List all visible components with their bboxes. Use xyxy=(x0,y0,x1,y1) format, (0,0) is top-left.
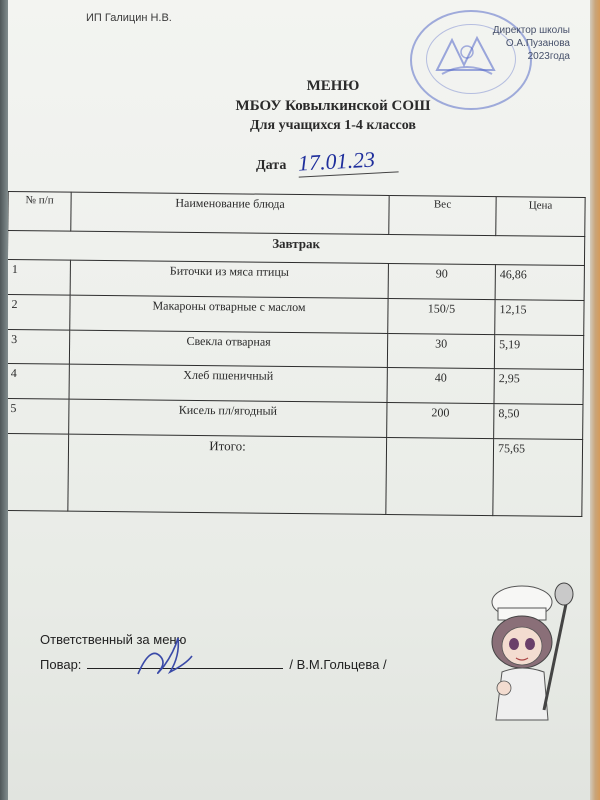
total-empty-cell xyxy=(386,437,494,515)
header-dish-name: Наименование блюда xyxy=(71,192,389,234)
row-number: 5 xyxy=(8,399,69,434)
dish-weight: 200 xyxy=(387,403,494,439)
dish-name: Биточки из мяса птицы xyxy=(70,260,388,298)
chef-girl-illustration-icon xyxy=(474,580,584,730)
audience-label: Для учащихся 1-4 классов xyxy=(250,118,416,133)
approval-line: Директор школы xyxy=(492,25,570,36)
dish-price: 5,19 xyxy=(494,334,583,370)
total-row xyxy=(8,433,583,516)
header-number: № п/п xyxy=(8,191,71,231)
total-label: Итого: xyxy=(68,434,387,514)
meal-label: Завтрак xyxy=(8,231,585,266)
header-price: Цена xyxy=(496,197,585,237)
dish-price: 46,86 xyxy=(495,265,584,301)
responsible-label: Ответственный за меню xyxy=(40,632,187,647)
cook-name: / В.М.Гольцева / xyxy=(289,657,387,672)
supplier-label: ИП Галицин Н.В. xyxy=(86,12,172,24)
table-row xyxy=(8,399,583,440)
approval-block xyxy=(460,24,570,63)
dish-weight: 30 xyxy=(387,333,494,369)
row-number: 3 xyxy=(8,329,70,364)
approval-line: О.А.Пузанова xyxy=(505,38,570,49)
total-price: 75,65 xyxy=(493,439,583,517)
row-number: 4 xyxy=(8,364,69,399)
total-empty-cell xyxy=(8,433,69,511)
row-number: 2 xyxy=(8,295,70,330)
dish-weight: 90 xyxy=(388,264,495,300)
menu-sheet xyxy=(8,0,590,800)
cook-label: Повар: xyxy=(40,657,82,672)
table-header-row xyxy=(8,191,585,236)
dish-weight: 150/5 xyxy=(388,299,495,335)
dish-weight: 40 xyxy=(387,368,494,404)
menu-title: МЕНЮ xyxy=(306,78,360,94)
dish-price: 8,50 xyxy=(494,404,583,440)
dish-price: 12,15 xyxy=(495,300,584,336)
dish-name: Хлеб пшеничный xyxy=(69,365,387,403)
handwritten-signature-icon xyxy=(130,626,200,686)
dish-name: Макароны отварные с маслом xyxy=(70,295,388,333)
date-label: Дата xyxy=(256,158,287,173)
dish-name: Кисель пл/ягодный xyxy=(69,399,387,437)
cook-line xyxy=(40,654,387,672)
school-name: МБОУ Ковылкинской СОШ xyxy=(235,98,431,114)
table-row xyxy=(8,364,583,405)
date-value: 17.01.23 xyxy=(297,145,398,177)
row-number: 1 xyxy=(8,260,70,295)
approval-line: 2023года xyxy=(527,51,570,62)
header-weight: Вес xyxy=(389,195,496,235)
dish-price: 2,95 xyxy=(494,369,583,405)
menu-table xyxy=(8,191,586,517)
dish-name: Свекла отварная xyxy=(69,330,387,368)
